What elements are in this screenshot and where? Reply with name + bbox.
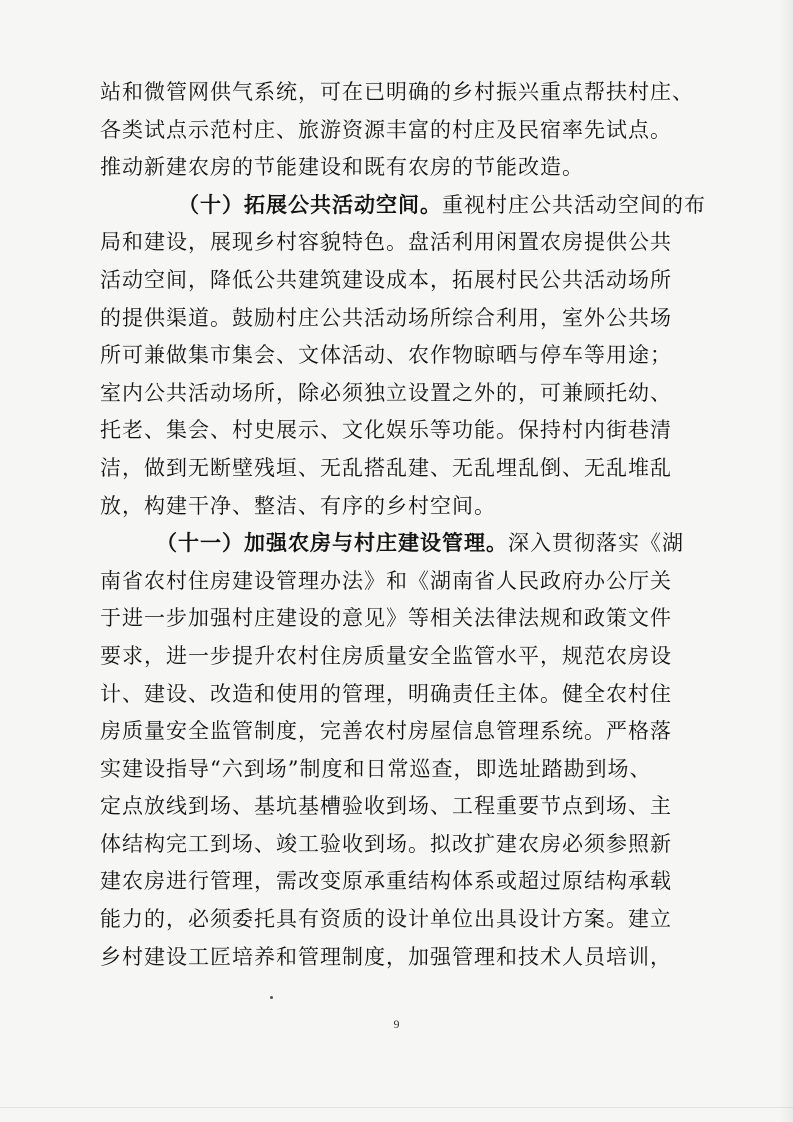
line-text: 洁，做到无断壁残垣、无乱搭乱建、无乱埋乱倒、无乱堆乱 <box>100 455 672 480</box>
line-text: 推动新建农房的节能建设和既有农房的节能改造。 <box>100 155 584 180</box>
text-line <box>100 713 700 751</box>
scan-speck <box>270 996 273 999</box>
line-text: 站和微管网供气系统，可在已明确的乡村振兴重点帮扶村庄、 <box>100 80 694 104</box>
line-text: 房质量安全监管制度，完善农村房屋信息管理系统。严格落 <box>100 719 672 744</box>
line-text: 能力的，必须委托具有资质的设计单位出具设计方案。建立 <box>100 907 672 932</box>
text-line <box>100 224 700 262</box>
text-line <box>100 450 700 488</box>
line-text: 定点放线到场、基坑基槽验收到场、工程重要节点到场、主 <box>100 794 672 819</box>
line-text: 托老、集会、村史展示、文化娱乐等功能。保持村内街巷清 <box>100 418 672 443</box>
line-text: 活动空间，降低公共建筑建设成本，拓展村民公共活动场所 <box>100 267 672 292</box>
text-line <box>100 676 700 714</box>
section-10-first-line <box>100 187 706 225</box>
body-text <box>100 74 706 976</box>
line-text: 乡村建设工匠培养和管理制度，加强管理和技术人员培训， <box>100 944 672 969</box>
text-line <box>100 788 700 826</box>
line-text: 南省农村住房建设管理办法》和《湖南省人民政府办公厅关 <box>100 568 672 593</box>
line-text: 要求，进一步提升农村住房质量安全监管水平，规范农房设 <box>100 643 672 668</box>
line-text: 室内公共活动场所，除必须独立设置之外的，可兼顾托幼、 <box>100 380 672 405</box>
line-text: 实建设指导“六到场”制度和日常巡查，即选址踏勘到场、 <box>100 756 652 781</box>
line-text: 深入贯彻落实《湖 <box>508 531 684 556</box>
line-text: 建农房进行管理，需改变原承重结构体系或超过原结构承载 <box>100 869 672 894</box>
section-11-heading: （十一）加强农房与村庄建设管理。 <box>156 531 508 556</box>
line-text: 的提供渠道。鼓励村庄公共活动场所综合利用，室外公共场 <box>100 305 672 330</box>
text-line <box>100 74 700 112</box>
section-11-first-line <box>100 525 700 563</box>
text-line <box>100 751 700 789</box>
text-line <box>100 112 700 150</box>
text-line <box>100 300 700 338</box>
line-text: 于进一步加强村庄建设的意见》等相关法律法规和政策文件 <box>100 606 672 631</box>
text-line <box>100 488 700 526</box>
page-number: 9 <box>393 1017 400 1031</box>
line-text: 计、建设、改造和使用的管理，明确责任主体。健全农村住 <box>100 681 672 706</box>
text-line <box>100 262 700 300</box>
text-line <box>100 412 700 450</box>
text-line <box>100 939 700 977</box>
text-line <box>100 375 700 413</box>
text-line <box>100 337 700 375</box>
section-10-heading: （十）拓展公共活动空间。 <box>178 192 442 217</box>
text-line <box>100 901 700 939</box>
line-text: 体结构完工到场、竣工验收到场。拟改扩建农房必须参照新 <box>100 831 672 856</box>
line-text: 重视村庄公共活动空间的布 <box>442 192 706 217</box>
text-line <box>100 863 700 901</box>
line-text: 所可兼做集市集会、文体活动、农作物晾晒与停车等用途； <box>100 343 672 368</box>
line-text: 放，构建干净、整洁、有序的乡村空间。 <box>100 493 496 518</box>
scan-edge-line <box>0 1107 793 1108</box>
line-text: 局和建设，展现乡村容貌特色。盘活利用闲置农房提供公共 <box>100 230 672 255</box>
text-line <box>100 826 700 864</box>
scan-edge-shadow <box>779 0 793 1122</box>
text-line <box>100 149 700 187</box>
text-line <box>100 638 700 676</box>
text-line <box>100 600 700 638</box>
text-line <box>100 563 700 601</box>
line-text: 各类试点示范村庄、旅游资源丰富的村庄及民宿率先试点。 <box>100 117 672 142</box>
